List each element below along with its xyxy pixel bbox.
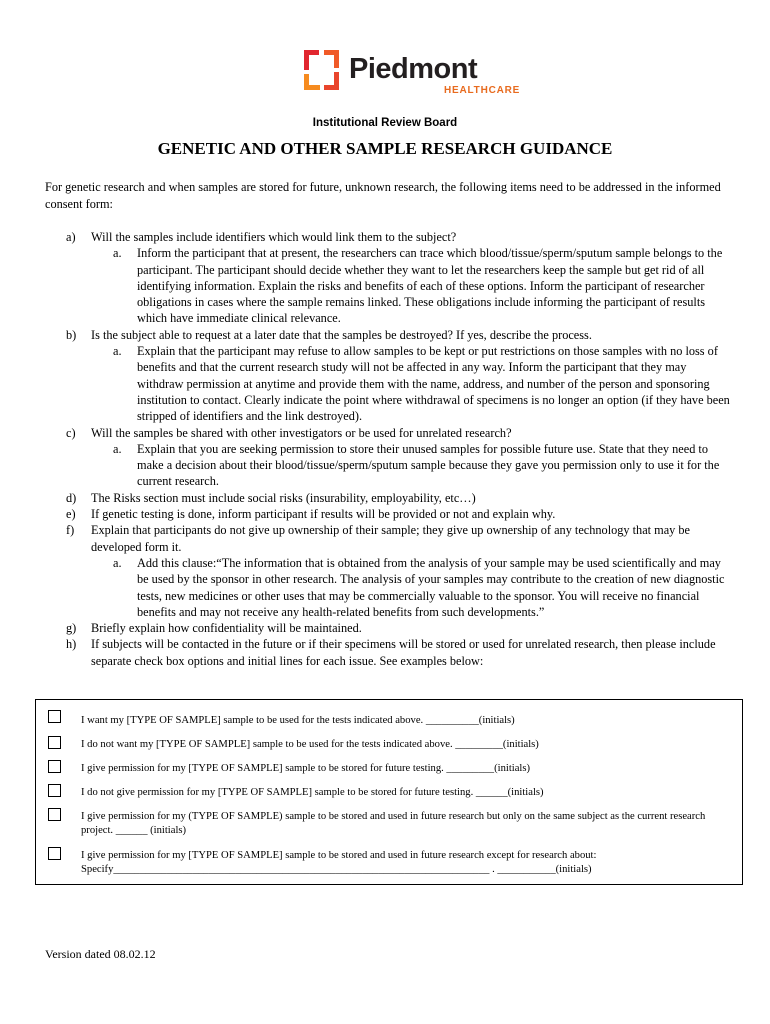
board-name: Institutional Review Board [312, 117, 458, 129]
sub-list-text: Add this clause:“The information that is obtained from the analysis of your sample may be used scientifically and may be used by the sponsor in other research. The analysis of your samples may contribute to the creation of new diagnostic tests, new medicines or other uses that may be commercially valuable to the sponsor. You will receive no financial benefits and may not receive any health-related benefits from such developments.” [137, 555, 725, 619]
piedmont-mark-icon [302, 48, 342, 92]
sub-list-marker: a. [113, 344, 122, 359]
consent-option-text: I do not give permission for my [TYPE OF SAMPLE] sample to be stored for future testing. ______(initials) [81, 787, 544, 798]
sub-list-item [45, 343, 735, 424]
consent-option-text: I want my [TYPE OF SAMPLE] sample to be used for the tests indicated above. __________(initials) [81, 715, 515, 726]
logo-subtitle: HEALTHCARE [444, 85, 521, 96]
list-marker: a) [66, 230, 76, 244]
list-marker: g) [66, 621, 77, 636]
list-item [45, 327, 735, 343]
list-marker: e) [66, 507, 76, 522]
list-marker: d) [66, 490, 77, 505]
page-title: GENETIC AND OTHER SAMPLE RESEARCH GUIDANCE [157, 139, 613, 158]
sub-list-text: Explain that the participant may refuse to allow samples to be kept or put restrictions on those samples with no loss of benefits and that the current research study will not be affected in any way. Inform the participant that they may withdraw permission at anytime and provide them with the name, address, and number of the person and sponsoring institution to contact. Clearly indicate the point where withdrawal of specimens is no longer an option (if they have been stripped of identifiers and the link destroyed). [137, 344, 730, 424]
logo-name: Piedmont [349, 53, 478, 85]
list-item [45, 490, 735, 506]
checkbox[interactable] [48, 784, 61, 797]
list-item [45, 522, 735, 555]
list-marker: c) [66, 425, 76, 440]
sub-list-text: Explain that you are seeking permission to store their unused samples for possible future use. State that they need to make a decision about their blood/tissue/sperm/sputum sample because they gave you permission only to use it for the current research. [137, 441, 720, 489]
list-marker: f) [66, 523, 75, 538]
consent-options-box [35, 699, 743, 885]
checkbox[interactable] [48, 760, 61, 773]
list-item [45, 506, 735, 522]
checkbox[interactable] [48, 847, 61, 860]
sub-list-item [45, 441, 735, 490]
checkbox[interactable] [48, 710, 61, 723]
list-item [45, 229, 735, 245]
sub-list-item [45, 245, 735, 326]
sub-list-marker: a. [113, 246, 122, 261]
sub-list-marker: a. [113, 555, 122, 570]
checkbox[interactable] [48, 736, 61, 749]
consent-option-text: I give permission for my [TYPE OF SAMPLE] sample to be stored and used in future research except for research about: Specify_______________________________________________________________________ . ___________(initials) [81, 850, 597, 875]
list-item [45, 425, 735, 441]
list-item-text: If subjects will be contacted in the future or if their specimens will be stored or used for unrelated research, then please include separate check box options and initial lines for each issue. See examples below: [91, 637, 716, 668]
list-item-text: The Risks section must include social risks (insurability, employability, etc…) [91, 490, 476, 505]
list-marker: b) [66, 327, 77, 342]
sub-list-marker: a. [113, 441, 122, 456]
sub-list-item [45, 555, 735, 620]
list-item-text: Is the subject able to request at a later date that the samples be destroyed? If yes, describe the process. [91, 327, 592, 342]
consent-option-text: I give permission for my [TYPE OF SAMPLE] sample to be stored for future testing. _________(initials) [81, 763, 530, 774]
piedmont-logo [302, 48, 521, 102]
list-item [45, 620, 735, 636]
list-item-text: Explain that participants do not give up ownership of their sample; they give up ownership of any technology that may be developed form it. [91, 523, 690, 554]
list-item-text: If genetic testing is done, inform participant if results will be provided or not and explain why. [91, 507, 556, 522]
checkbox[interactable] [48, 808, 61, 821]
list-item-text: Will the samples be shared with other investigators or be used for unrelated research? [91, 425, 512, 440]
consent-option-text: I give permission for my (TYPE OF SAMPLE) sample to be stored and used in future research but only on the same subject as the current research project. ______ (initials) [81, 811, 706, 836]
guidance-list [45, 229, 735, 669]
consent-option-text: I do not want my [TYPE OF SAMPLE] sample to be used for the tests indicated above. _________(initials) [81, 739, 539, 750]
list-item [45, 636, 735, 669]
sub-list-text: Inform the participant that at present, the researchers can trace which blood/tissue/sperm/sputum sample belongs to the participant. The participant should decide whether they want to let the researchers keep the sample but get rid of all identifying information. Explain the risks and benefits of each of these options. Inform the participant of researcher obligations in cases where the sample remains linked. These obligations include informing the participant of results which have immediate clinical relevance. [137, 246, 723, 326]
list-item-text: Briefly explain how confidentiality will be maintained. [91, 621, 362, 636]
list-item-text: Will the samples include identifiers which would link them to the subject? [91, 230, 457, 244]
list-marker: h) [66, 637, 77, 652]
intro-paragraph: For genetic research and when samples are stored for future, unknown research, the following items need to be addressed in the informed consent form: [45, 180, 721, 211]
version-date: Version dated 08.02.12 [45, 947, 156, 961]
